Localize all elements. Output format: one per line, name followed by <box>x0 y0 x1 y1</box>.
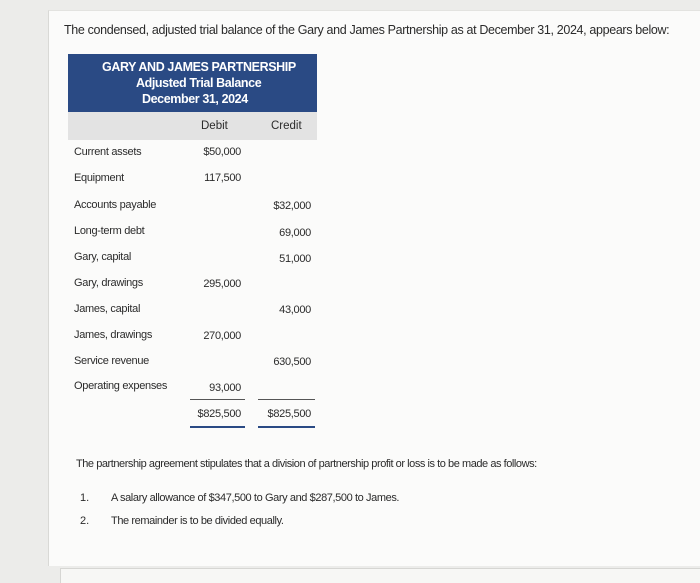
debit-amount: $50,000 <box>203 146 241 158</box>
account-name: Equipment <box>74 172 124 184</box>
statement-title: Adjusted Trial Balance <box>136 76 262 90</box>
account-name: Gary, drawings <box>74 277 143 289</box>
credit-total-rule <box>258 426 315 428</box>
list-number: 1. <box>80 492 90 504</box>
intro-text: The condensed, adjusted trial balance of the Gary and James Partnership as at December 31, 2024, appears below: <box>64 23 670 37</box>
debit-amount: 270,000 <box>203 330 241 342</box>
column-header-row <box>68 112 317 140</box>
answer-area-edge <box>60 568 700 583</box>
account-name: Service revenue <box>74 355 149 367</box>
credit-amount: $32,000 <box>273 200 311 212</box>
debit-total: $825,500 <box>197 408 241 420</box>
list-item-text: A salary allowance of $347,500 to Gary and $287,500 to James. <box>111 492 400 504</box>
list-item-text: The remainder is to be divided equally. <box>111 515 284 527</box>
agreement-intro: The partnership agreement stipulates that a division of partnership profit or loss is to be made as follows: <box>76 458 537 470</box>
credit-column-header: Credit <box>271 120 302 132</box>
debit-total-rule <box>190 426 245 428</box>
account-name: Long-term debt <box>74 225 145 237</box>
credit-amount: 630,500 <box>273 356 311 368</box>
account-name: Accounts payable <box>74 199 157 211</box>
account-name: James, drawings <box>74 329 153 341</box>
debit-amount: 93,000 <box>209 382 241 394</box>
trial-balance-header <box>68 54 317 112</box>
account-name: James, capital <box>74 303 141 315</box>
credit-subtotal-rule <box>258 399 315 400</box>
debit-column-header: Debit <box>201 120 228 132</box>
account-name: Current assets <box>74 146 142 158</box>
credit-amount: 51,000 <box>279 253 311 265</box>
credit-amount: 43,000 <box>279 304 311 316</box>
company-name: GARY AND JAMES PARTNERSHIP <box>102 60 296 74</box>
debit-amount: 295,000 <box>203 278 241 290</box>
list-number: 2. <box>80 515 90 527</box>
debit-amount: 117,500 <box>204 172 241 184</box>
account-name: Gary, capital <box>74 251 132 263</box>
credit-total: $825,500 <box>267 408 311 420</box>
debit-subtotal-rule <box>190 399 245 400</box>
credit-amount: 69,000 <box>279 227 311 239</box>
account-name: Operating expenses <box>74 380 168 392</box>
statement-date: December 31, 2024 <box>142 92 248 106</box>
